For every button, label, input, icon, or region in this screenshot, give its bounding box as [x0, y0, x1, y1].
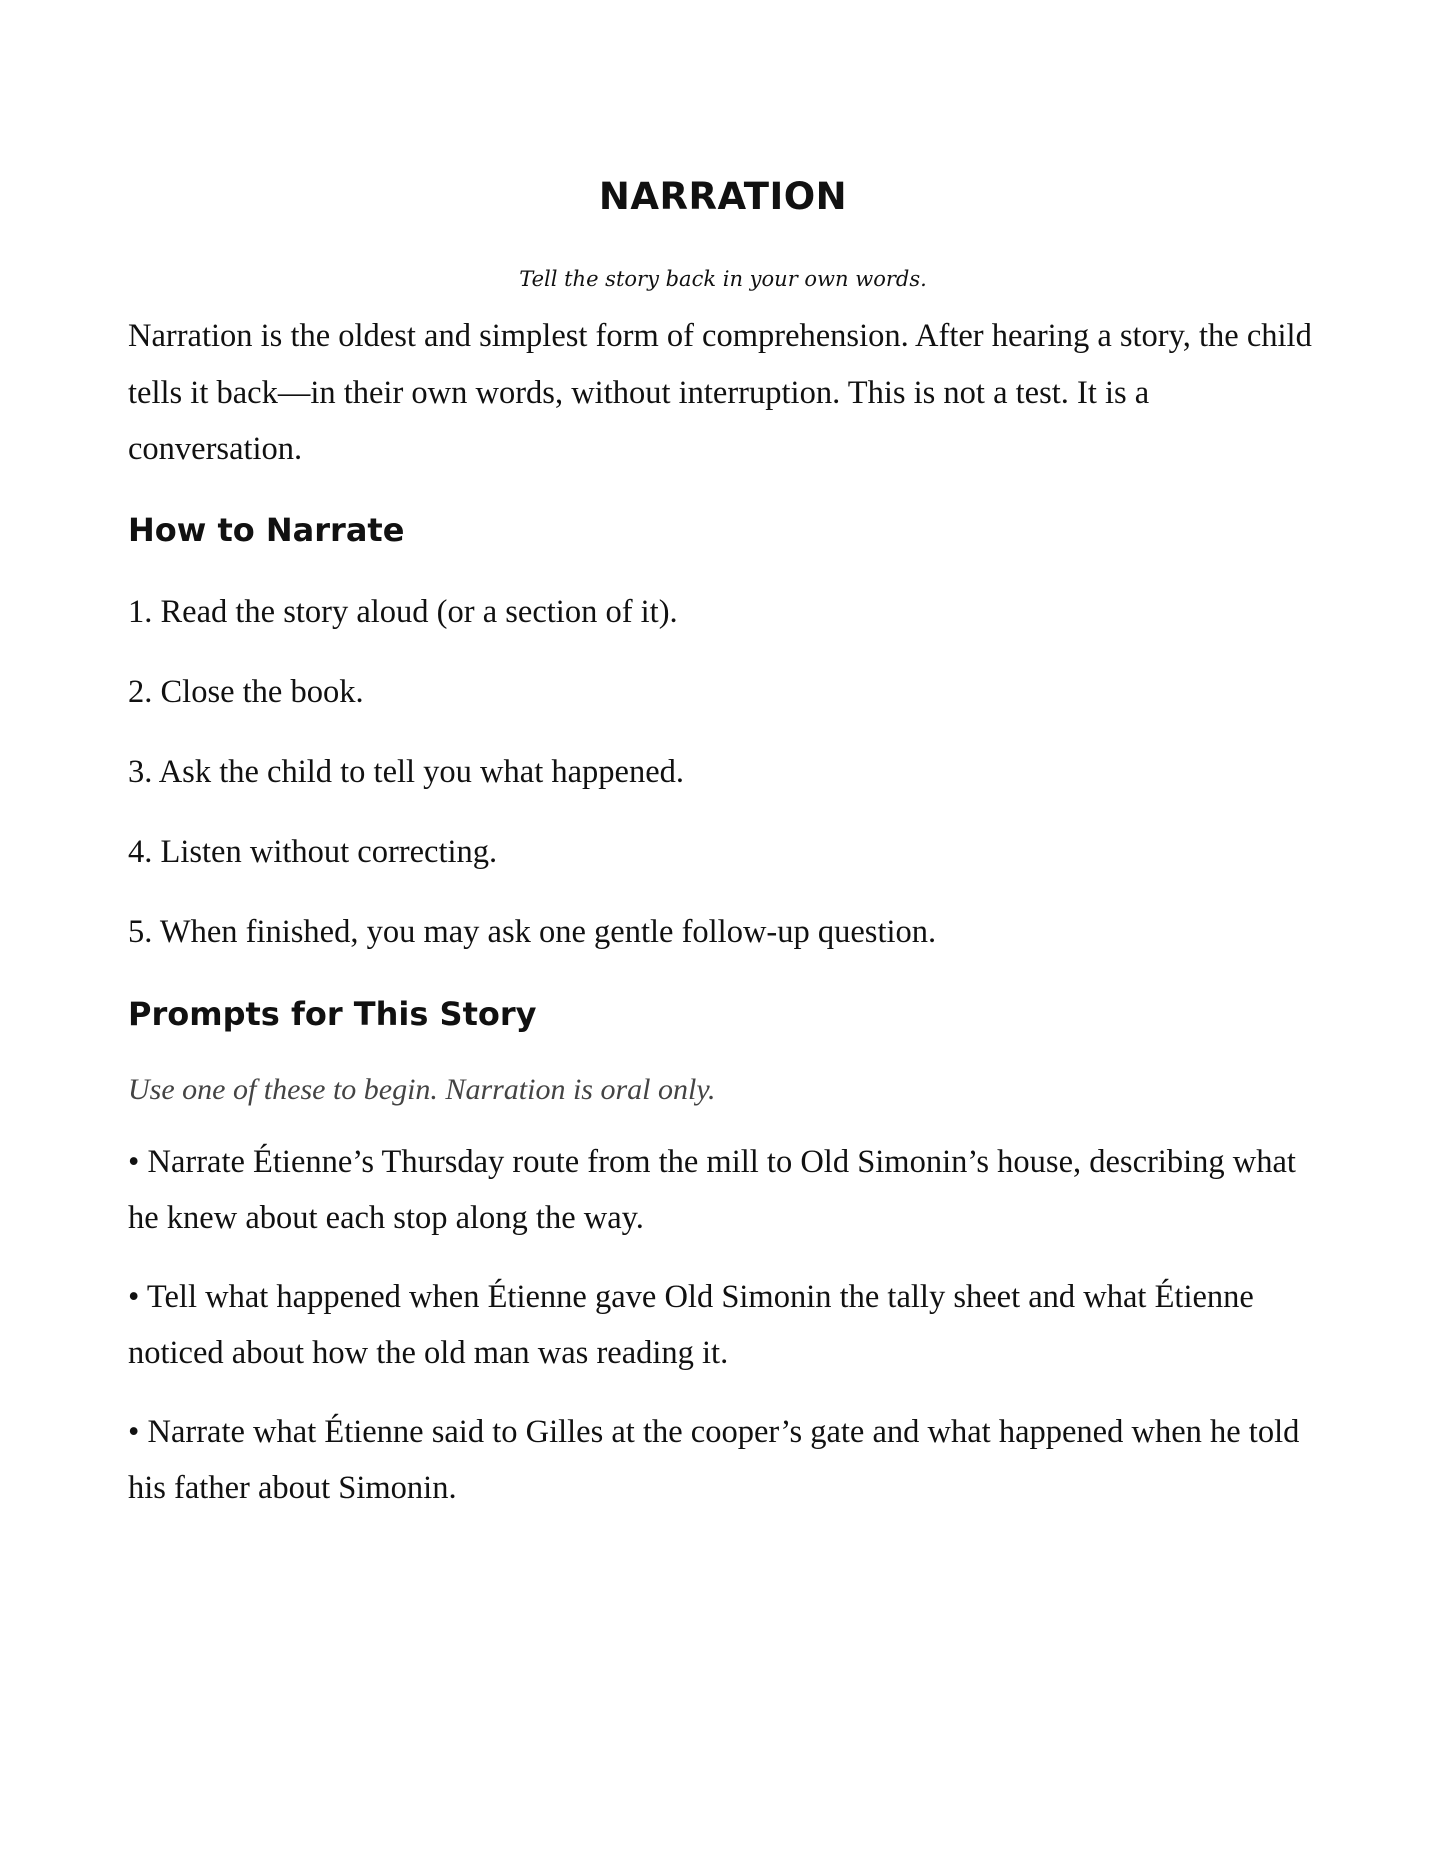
prompts-heading: Prompts for This Story	[128, 994, 537, 1033]
step-item: 5. When finished, you may ask one gentle follow-up question.	[128, 913, 937, 950]
intro-paragraph: Narration is the oldest and simplest form of comprehension. After hearing a story, the child tells it back—in their own words, without interruption. This is not a test. It is a conversation.	[128, 318, 1312, 467]
step-item: 1. Read the story aloud (or a section of it).	[128, 593, 678, 630]
prompts-note: Use one of these to begin. Narration is oral only.	[128, 1072, 716, 1106]
step-item: 3. Ask the child to tell you what happened.	[128, 753, 685, 790]
step-item: 2. Close the book.	[128, 673, 364, 710]
page-subtitle: Tell the story back in your own words.	[519, 267, 927, 291]
prompt-item: • Narrate Étienne’s Thursday route from the mill to Old Simonin’s house, describing what he knew about each stop along the way.	[128, 1143, 1296, 1236]
page-title: NARRATION	[598, 175, 848, 218]
prompt-item: • Narrate what Étienne said to Gilles at the cooper’s gate and what happened when he told his father about Simonin.	[128, 1413, 1300, 1506]
prompt-item: • Tell what happened when Étienne gave Old Simonin the tally sheet and what Étienne noticed about how the old man was reading it.	[128, 1278, 1254, 1371]
how-to-heading: How to Narrate	[128, 510, 405, 549]
document-page	[128, 150, 1318, 1517]
step-item: 4. Listen without correcting.	[128, 833, 498, 870]
